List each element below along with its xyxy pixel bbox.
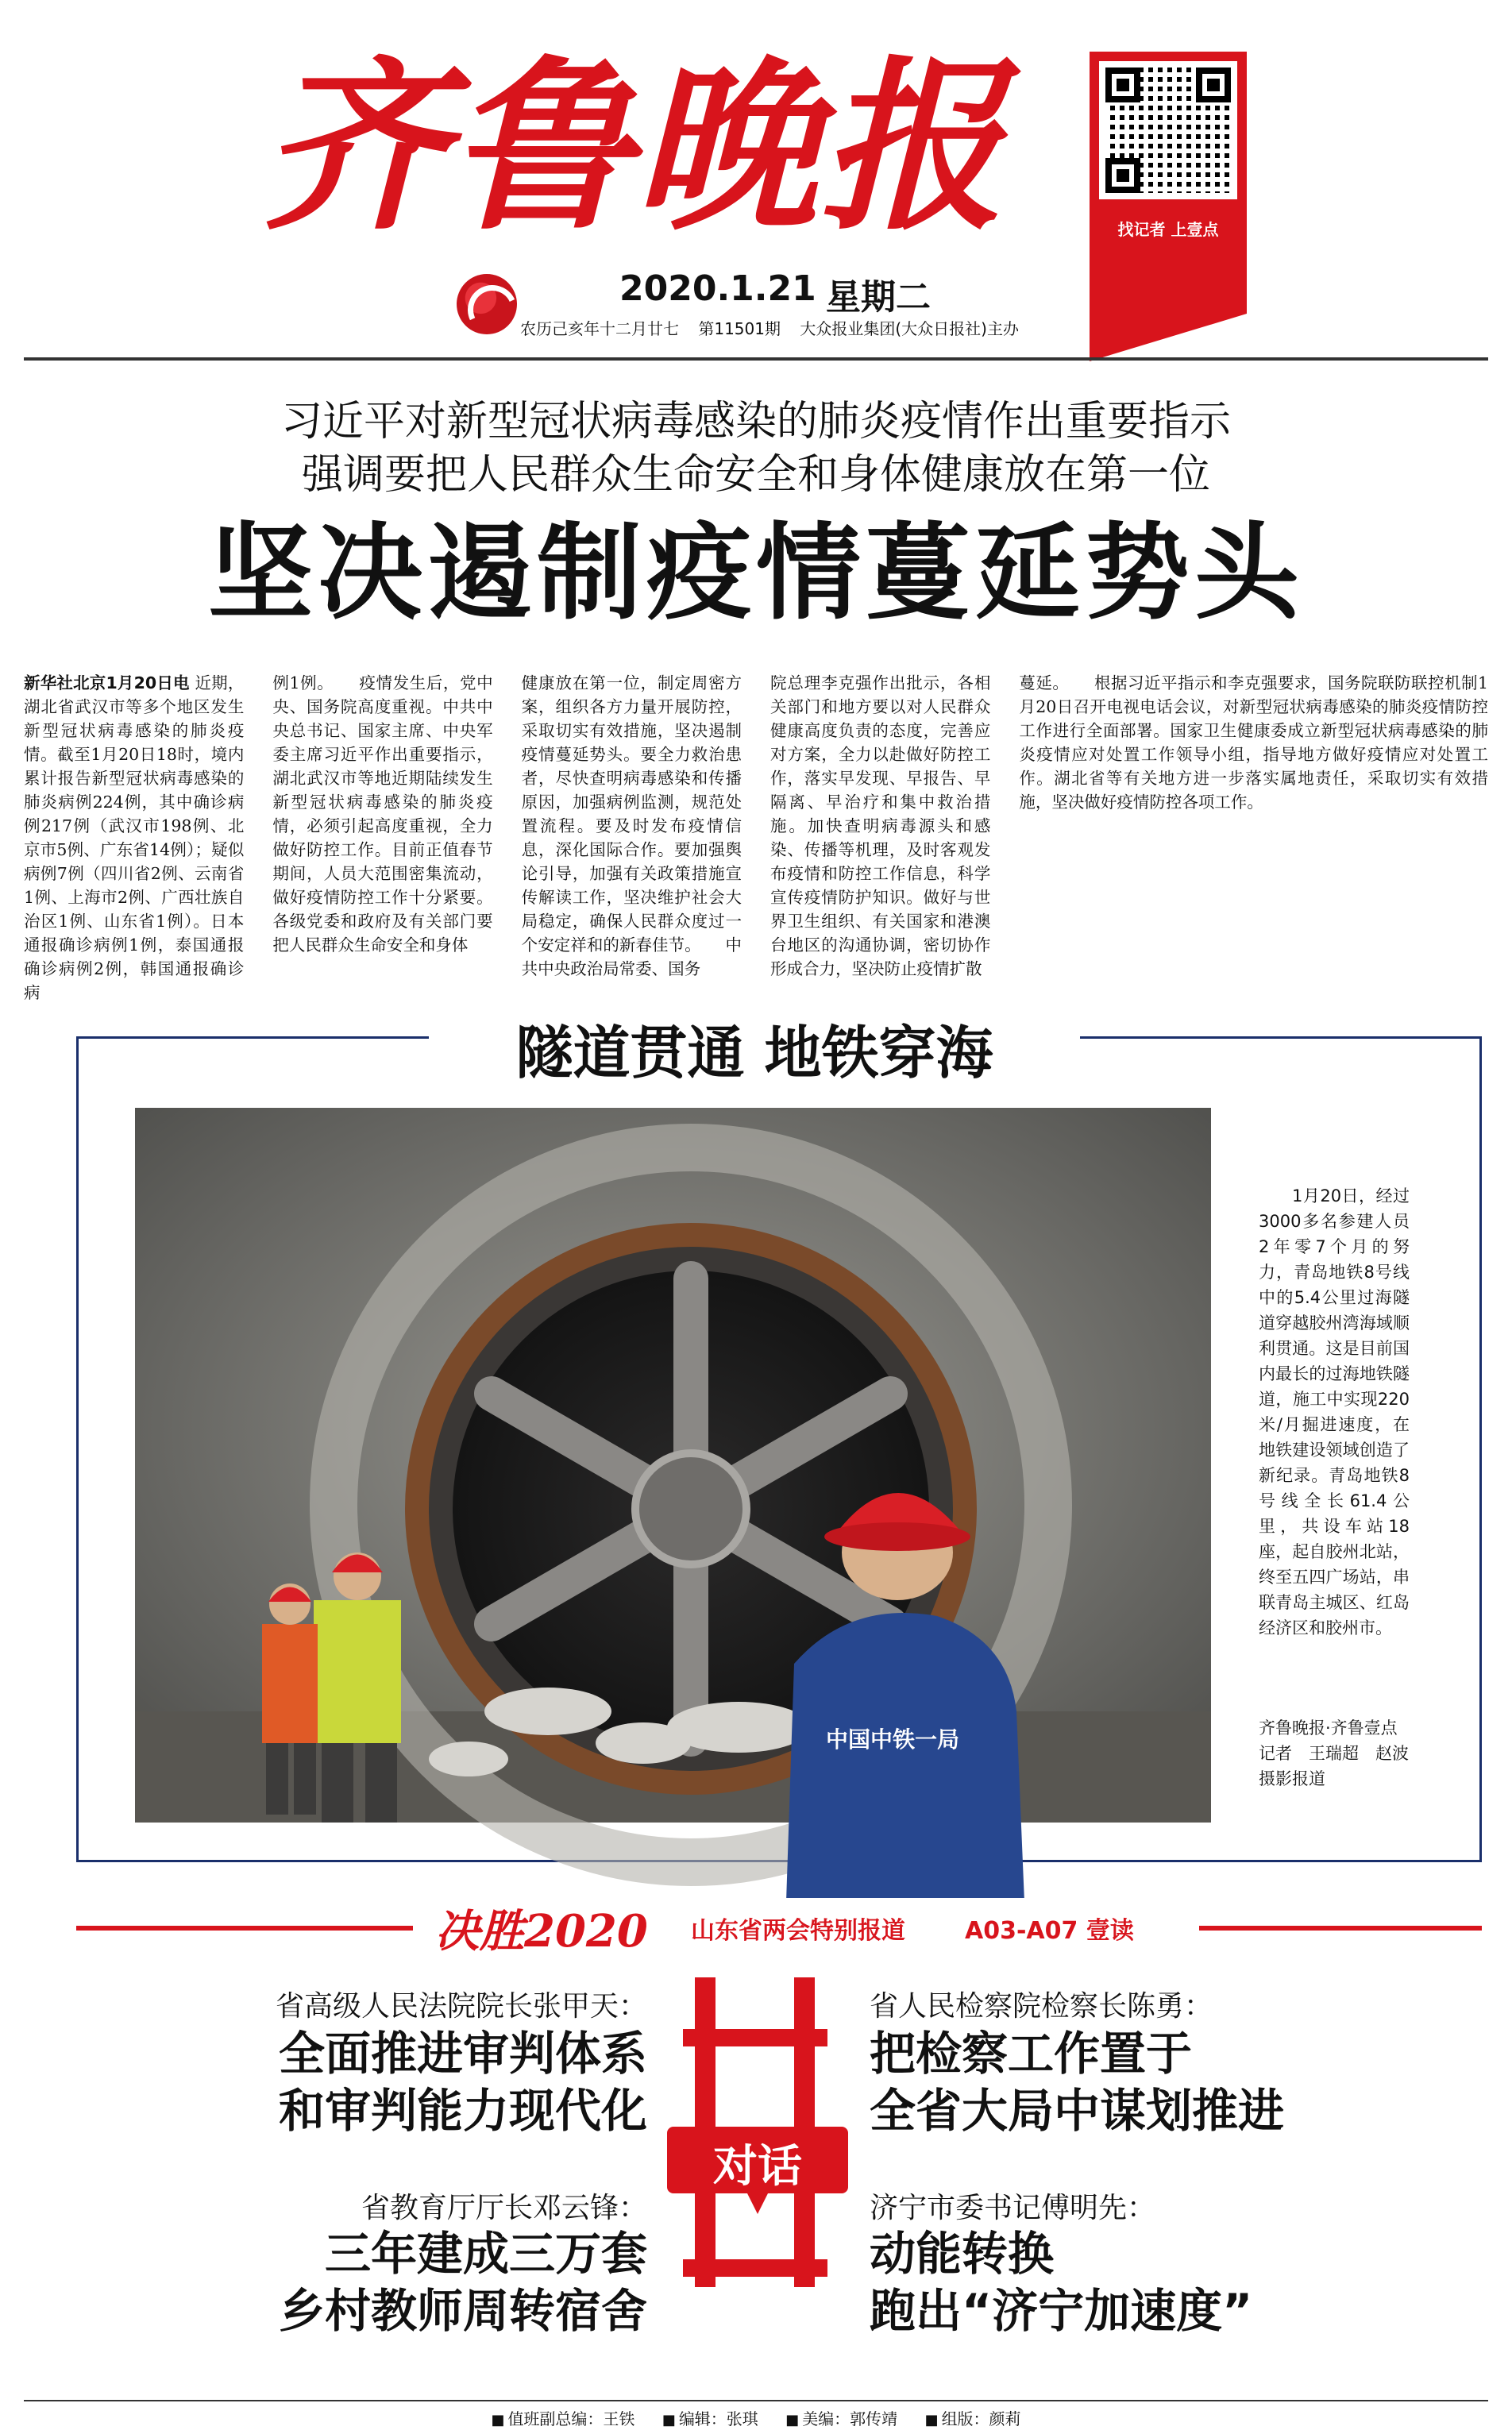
masthead-title: 齐鲁晚报 bbox=[262, 38, 1006, 255]
dialog-badge-label: 对话 bbox=[713, 2141, 802, 2193]
dialog-headline[interactable]: 乡村教师周转宿舍 bbox=[278, 2284, 647, 2338]
credit-item: ■ 值班副总编：王铁 bbox=[491, 2409, 634, 2428]
photo-caption bbox=[1259, 1183, 1410, 1641]
dialog-person: 省教育厅厅长邓云锋： bbox=[361, 2192, 647, 2224]
dialog-headline[interactable]: 全面推进审判体系 bbox=[278, 2027, 647, 2081]
cutter-hub bbox=[635, 1453, 746, 1564]
credit-item: ■ 编辑：张琪 bbox=[662, 2409, 758, 2428]
story-column bbox=[770, 671, 990, 1005]
qr-code-icon[interactable] bbox=[1099, 61, 1237, 199]
qr-eye-icon bbox=[1196, 68, 1231, 102]
story-column bbox=[24, 671, 244, 1005]
qr-eye-icon bbox=[1105, 158, 1140, 193]
dialog-headline[interactable]: 把检察工作置于 bbox=[870, 2027, 1193, 2081]
footer-divider bbox=[24, 2400, 1488, 2401]
dialog-person: 省人民检察院检察长陈勇： bbox=[870, 1990, 1213, 2023]
footer-credits bbox=[0, 2406, 1512, 2429]
story-text: 院总理李克强作出批示，各相关部门和地方要以对人民群众健康高度负责的态度，完善应对方案，全力以赴做好防控工作，落实早发现、早报告、早隔离、早治疗和集中救治措施。加快查明病毒源头和感染、传播等机理，及时客观发布疫情和防控工作信息，科学宣传疫情防护知识。做好与世界卫生组织、有关国家和港澳台地区的沟通协调，密切协作形成合力，坚决防止疫情扩散 bbox=[770, 673, 991, 978]
credit-item: ■ 组版：颜莉 bbox=[925, 2409, 1021, 2428]
photo-credit: 齐鲁晚报·齐鲁壹点记者 王瑞超 赵波 摄影报道 bbox=[1259, 1718, 1425, 1788]
qr-caption: 找记者 上壹点 bbox=[1117, 220, 1219, 239]
jacket-label: 中国中铁一局 bbox=[826, 1726, 960, 1753]
tunnel-illustration bbox=[135, 1108, 1211, 1823]
section-subtitle[interactable]: 山东省两会特别报道 bbox=[691, 1917, 905, 1945]
publisher: 大众报业集团(大众日报社)主办 bbox=[800, 319, 1019, 338]
dialog-headline[interactable]: 跑出“济宁加速度” bbox=[870, 2284, 1253, 2338]
story-column bbox=[1019, 671, 1488, 1005]
story-text: 近期，湖北省武汉市等多个地区发生新型冠状病毒感染的肺炎疫情。截至1月20日18时，境内累计报告新型冠状病毒感染的肺炎病例224例，其中确诊病例217例（武汉市198例、北京市5例、广东省14例）；疑似病例7例（四川省2例、云南省1例、上海市2例、广西壮族自治区1例、山东省1例）。日本通报确诊病例1例，泰国通报确诊病例2例，韩国通报确诊病 bbox=[24, 673, 245, 1002]
story-text: 健康放在第一位，制定周密方案，组织各方力量开展防控，采取切实有效措施，坚决遏制疫情蔓延势头。要全力救治患者，尽快查明病毒感染和传播原因，加强病例监测，规范处置流程。要及时发布疫情信息，深化国际合作。要加强舆论引导，加强有关政策措施宣传解读工作，坚决维护社会大局稳定，确保人民群众度过一个安定祥和的新春佳节。 中共中央政治局常委、国务 bbox=[521, 673, 742, 978]
feature-title: 隧道贯通 地铁穿海 bbox=[515, 1020, 993, 1086]
dialog-headline[interactable]: 动能转换 bbox=[870, 2227, 1055, 2281]
dialog-headline[interactable]: 三年建成三万套 bbox=[324, 2227, 647, 2281]
qr-panel bbox=[1090, 52, 1247, 314]
newspaper-logo-icon bbox=[457, 274, 517, 334]
credit-item: ■ 美编：郭传靖 bbox=[785, 2409, 897, 2428]
masthead-divider bbox=[24, 357, 1488, 361]
issue-meta bbox=[520, 316, 1033, 339]
story-text: 例1例。 疫情发生后，党中央、国务院高度重视。中共中央总书记、国家主席、中央军委主席习近平作出重要指示，湖北武汉市等地近期陆续发生新型冠状病毒感染的肺炎疫情，必须引起高度重视，全力做好防控工作。目前正值春节期间，人员大范围密集流动，做好疫情防控工作十分紧要。各级党委和政府及有关部门要把人民群众生命安全和身体 bbox=[272, 673, 493, 955]
lunar-date: 农历己亥年十二月廿七 bbox=[520, 319, 679, 338]
issue-number: 第11501期 bbox=[698, 319, 781, 338]
kicker-line-1: 习近平对新型冠状病毒感染的肺炎疫情作出重要指示 bbox=[280, 398, 1231, 446]
dialog-headline[interactable]: 和审判能力现代化 bbox=[278, 2084, 647, 2138]
dialog-bar bbox=[683, 2029, 827, 2046]
story-column bbox=[272, 671, 492, 1005]
issue-weekday: 星期二 bbox=[826, 277, 931, 318]
dialog-person: 济宁市委书记傅明先： bbox=[870, 2192, 1156, 2224]
dialog-headline[interactable]: 全省大局中谋划推进 bbox=[870, 2084, 1285, 2138]
story-text: 蔓延。 根据习近平指示和李克强要求，国务院联防联控机制1月20日召开电视电话会议，对新型冠状病毒感染的肺炎疫情防控工作进行全面部署。国家卫生健康委成立新型冠状病毒感染的肺炎疫情应对处置工作领导小组，指导地方做好疫情应对处置工作。湖北省等有关地方进一步落实属地责任，采取切实有效措施，坚决做好疫情防控各项工作。 bbox=[1019, 673, 1488, 812]
main-headline: 坚决遏制疫情蔓延势头 bbox=[208, 512, 1304, 635]
dateline: 新华社北京1月20日电 bbox=[24, 673, 190, 692]
issue-date: 2020.1.21 bbox=[619, 268, 816, 309]
caption-text: 1月20日，经过3000多名参建人员2年零7个月的努力，青岛地铁8号线中的5.4公里过海隧道穿越胶州湾海域顺利贯通。这是目前国内最长的过海地铁隧道，施工中实现220米/月掘进速度，在地铁建设领域创造了新纪录。青岛地铁8号线全长61.4公里，共设车站18座，起自胶州北站，终至五四广场站，串联青岛主城区、红岛经济区和胶州市。 bbox=[1259, 1186, 1410, 1637]
story-column bbox=[522, 671, 742, 1005]
dialog-person: 省高级人民法院院长张甲天： bbox=[275, 1990, 647, 2023]
section-logo: 决胜2020 bbox=[435, 1905, 648, 1958]
kicker-line-2: 强调要把人民群众生命安全和身体健康放在第一位 bbox=[301, 451, 1210, 499]
dialog-bar bbox=[683, 2259, 827, 2277]
section-pages[interactable]: A03-A07 壹读 bbox=[965, 1917, 1134, 1945]
tunnel-photo[interactable] bbox=[135, 1108, 1211, 1823]
qr-eye-icon bbox=[1105, 68, 1140, 102]
lead-story-body bbox=[24, 671, 1488, 1002]
